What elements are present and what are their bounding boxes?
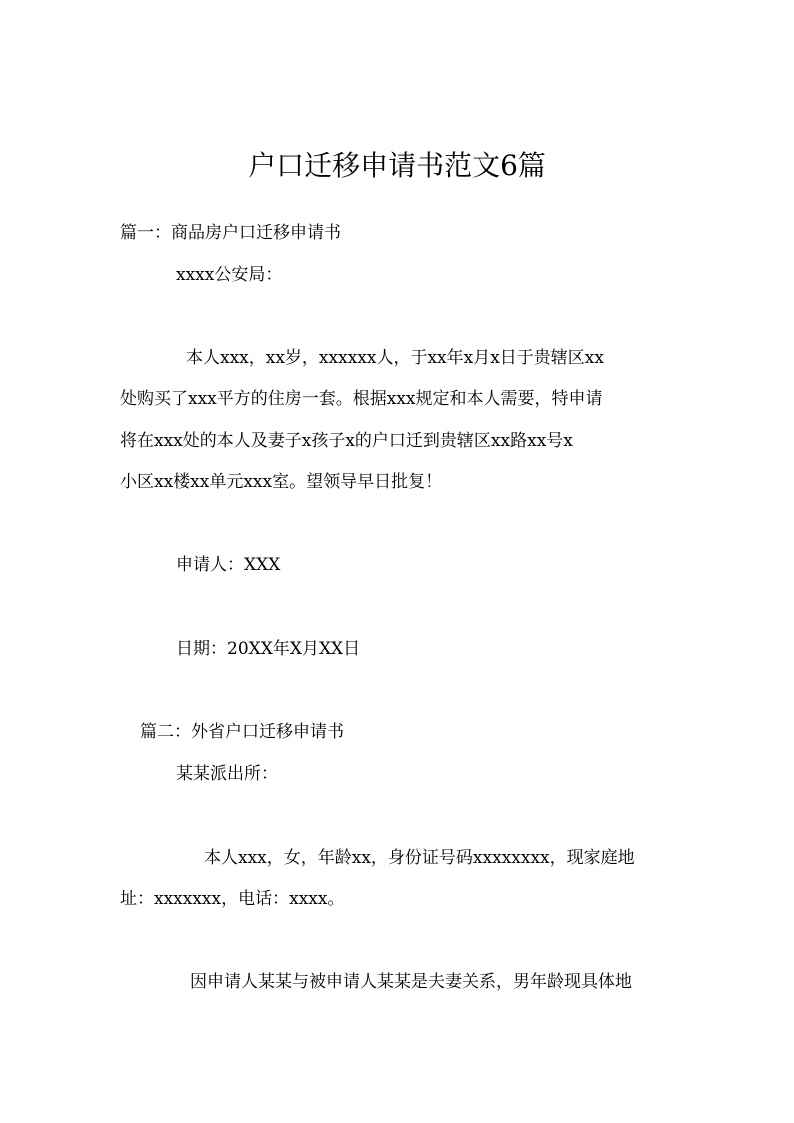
body-line-continuation: 因申请人某某与被申请人某某是夫妻关系，男年龄现具体地	[190, 972, 632, 992]
body-line: 本人xxx，xx岁，xxxxxx人，于xx年x月x日于贵辖区xx	[186, 348, 604, 368]
addressee-2: 某某派出所：	[176, 764, 278, 784]
document-title: 户口迁移申请书范文6篇	[248, 149, 546, 182]
applicant-line: 申请人：XXX	[176, 555, 281, 575]
section-heading-2: 篇二：外省户口迁移申请书	[140, 722, 344, 742]
body-line: 本人xxx，女，年龄xx，身份证号码xxxxxxxx，现家庭地	[204, 848, 635, 868]
date-line: 日期：20XX年X月XX日	[176, 639, 361, 659]
addressee-1: xxxx公安局：	[176, 265, 283, 285]
body-line: 处购买了xxx平方的住房一套。根据xxx规定和本人需要，特申请	[120, 389, 603, 409]
body-line: 小区xx楼xx单元xxx室。望领导早日批复！	[120, 472, 443, 492]
body-line: 址：xxxxxxx，电话：xxxx。	[120, 889, 345, 909]
body-line: 将在xxx处的本人及妻子x孩子x的户口迁到贵辖区xx路xx号x	[120, 431, 573, 451]
section-heading-1: 篇一：商品房户口迁移申请书	[120, 223, 341, 243]
